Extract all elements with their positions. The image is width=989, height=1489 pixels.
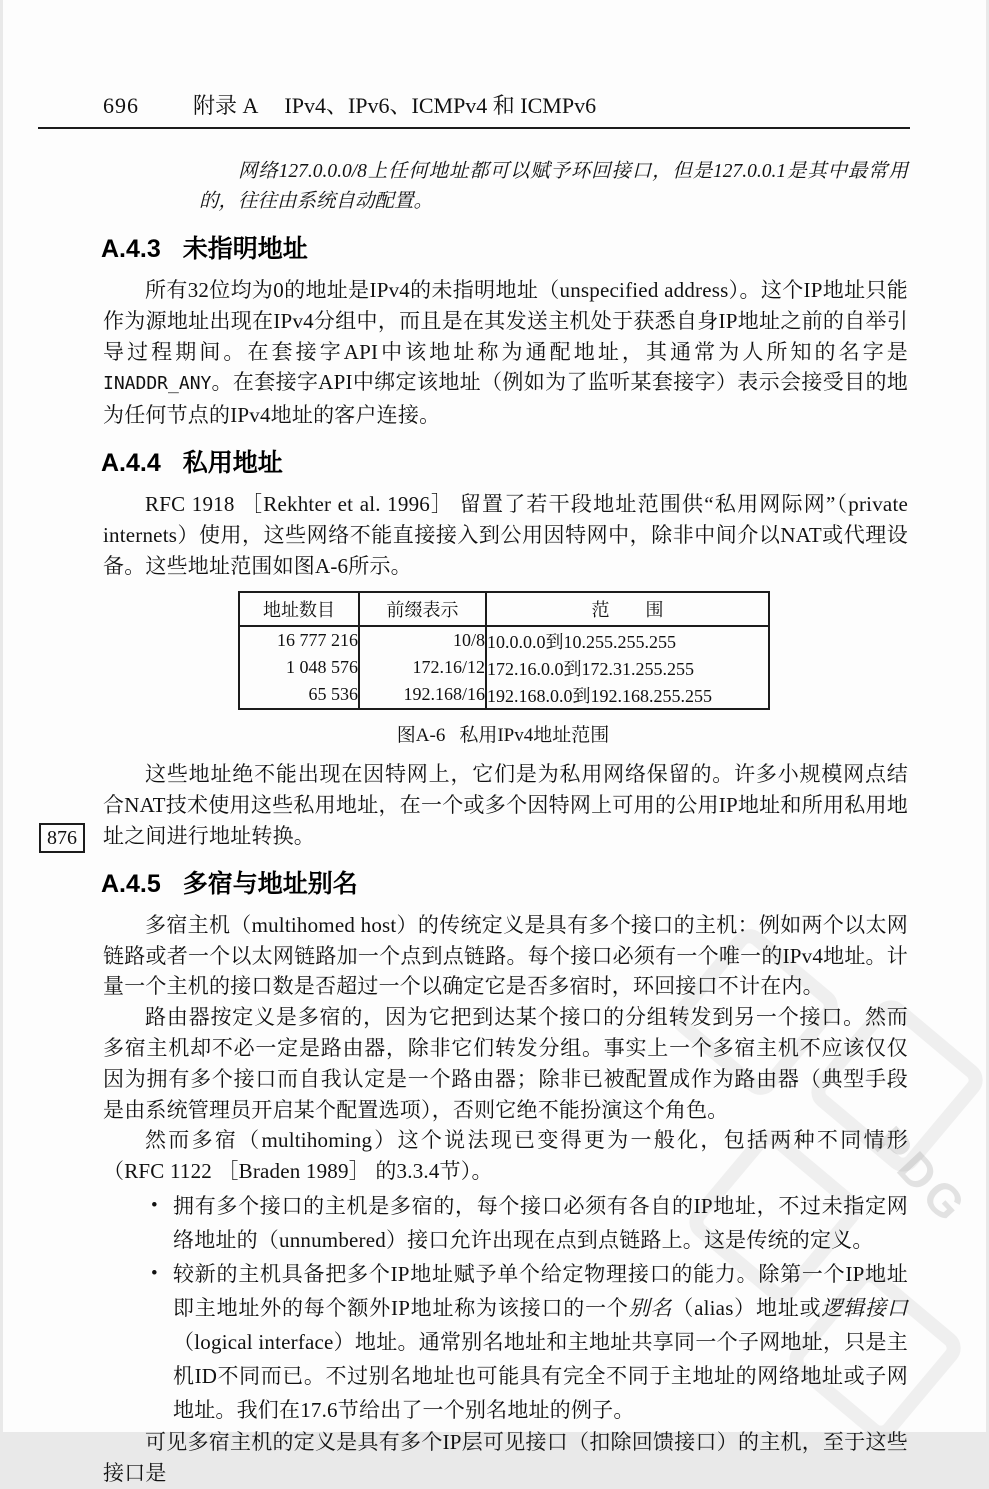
paragraph-private-usage: 这些地址绝不能出现在因特网上，它们是为私用网络保留的。许多小规模网点结合NAT技术使用这些私用地址，在一个或多个因特网上可用的公用IP地址和所用私用地址之间进行地址转换。: [103, 762, 908, 848]
cell-prefix: 172.16/12: [359, 654, 486, 681]
figure-caption-text: 私用IPv4地址范围: [459, 725, 610, 747]
cell-range: 192.168.0.0到192.168.255.255: [486, 681, 769, 709]
column-header-range: 范 围: [486, 592, 769, 626]
bullet-list: [103, 1189, 908, 1427]
inline-code: INADDR_ANY: [103, 373, 212, 395]
section-title: 多宿与地址别名: [182, 869, 358, 898]
bullet-text: 较新的主机具备把多个IP地址赋予单个给定物理接口的能力。除第一个IP地址即主地址外的每个额外IP地址称为该接口的一个: [173, 1261, 908, 1320]
paragraph-multihoming-general: 然而多宿（multihoming）这个说法现已变得更为一般化，包括两种不同情形（RFC 1122 ［Braden 1989］ 的3.3.4节）。: [103, 1128, 908, 1184]
cell-address-count: 16 777 216: [239, 626, 359, 654]
paragraph-conclusion: 可见多宿主机的定义是具有多个IP层可见接口（扣除回馈接口）的主机，至于这些接口是: [103, 1429, 908, 1485]
section-title: 未指明地址: [182, 235, 308, 263]
column-header-prefix: 前缀表示: [359, 592, 486, 626]
bullet-icon: •: [151, 1262, 158, 1284]
note-paragraph: 网络127.0.0.0/8上任何地址都可以赋予环回接口，但是127.0.0.1是其中最常用的，往往由系统自动配置。: [199, 161, 908, 212]
figure-a6: [238, 591, 768, 747]
page-number: 696: [103, 93, 139, 118]
table-row: [239, 681, 769, 709]
bullet-text: （logical interface）地址。通常别名地址和主地址共享同一个子网地址，只是主机ID不同而已。不过别名地址也可能具有完全不同于主地址的网络地址或子网地址。我们在17.6节给出了一个别名地址的例子。: [173, 1329, 908, 1422]
bullet-text: （alias）地址或: [672, 1295, 822, 1320]
page-content: [3, 0, 986, 1489]
list-item: [151, 1189, 908, 1257]
scanned-book-page: [3, 0, 986, 1485]
emphasis-alias: 别名: [628, 1295, 673, 1320]
appendix-title: IPv4、IPv6、ICMPv4 和 ICMPv6: [284, 93, 597, 118]
section-heading-a44: [101, 448, 908, 478]
appendix-label: 附录 A: [193, 93, 259, 118]
paragraph-text: 所有32位均为0的地址是IPv4的未指明地址（unspecified address）。这个IP地址只能作为源地址出现在IPv4分组中，而且是在其发送主机处于获悉自身IP地址之前的自举引导过程期间。在套接字API中该地址称为通配地址，其通常为人所知的名字是: [103, 278, 908, 364]
paragraph-unspecified-address: [103, 275, 908, 431]
cell-prefix: 192.168/16: [359, 681, 486, 709]
section-title: 私用地址: [182, 448, 283, 477]
table-row: [239, 654, 769, 681]
section-heading-a45: [101, 869, 908, 899]
list-item: [151, 1257, 908, 1427]
bullet-icon: •: [151, 1194, 158, 1216]
private-address-table: [238, 591, 770, 710]
section-heading-a43: [101, 234, 908, 264]
paragraph-wrapper: [47, 759, 908, 851]
section-number: A.4.4: [101, 448, 161, 477]
emphasis-logical-interface: 逻辑接口: [821, 1295, 908, 1320]
header-rule: [38, 127, 910, 129]
watermark-pdg-label: PDG: [863, 1116, 978, 1234]
paragraph-router-multihomed: 路由器按定义是多宿的，因为它把到达某个接口的分组转发到另一个接口。然而多宿主机却不必一定是路由器，除非它们转发分组。事实上一个多宿主机不应该仅仅因为拥有多个接口而自我认定是一个路由器；除非已被配置成作为路由器（典型手段是由系统管理员开启某个配置选项），否则它绝不能扮演这个角色。: [103, 1005, 908, 1122]
figure-caption-label: 图A-6: [396, 725, 446, 747]
cell-range: 10.0.0.0到10.255.255.255: [486, 626, 769, 654]
cell-address-count: 65 536: [239, 681, 359, 709]
table-row: [239, 626, 769, 654]
paragraph-text: 。在套接字API中绑定该地址（例如为了监听某套接字）表示会接受目的地为任何节点的IPv4地址的客户连接。: [103, 370, 908, 428]
section-number: A.4.3: [101, 235, 161, 263]
paragraph-rfc1918: RFC 1918 ［Rekhter et al. 1996］ 留置了若干段地址范围供“私用网际网”（private internets）使用，这些网络不能直接接入到公用因特网中，除非中间介以NAT或代理设备。这些地址范围如图A-6所示。: [103, 491, 908, 578]
section-number: A.4.5: [101, 869, 161, 898]
page-margin-number: 876: [39, 823, 85, 853]
column-header-address-count: 地址数目: [239, 592, 359, 626]
cell-prefix: 10/8: [359, 626, 486, 654]
paragraph-multihomed-definition: 多宿主机（multihomed host）的传统定义是具有多个接口的主机：例如两个以太网链路或者一个以太网链路加一个点到点链路。每个接口必须有一个唯一的IPv4地址。计量一个主机的接口数是否超过一个以确定它是否多宿时，环回接口不计在内。: [103, 912, 908, 999]
cell-range: 172.16.0.0到172.31.255.255: [486, 654, 769, 681]
running-head: [103, 94, 908, 118]
bullet-text: 拥有多个接口的主机是多宿的，每个接口必须有各自的IP地址，不过未指定网络地址的（unnumbered）接口允许出现在点到点链路上。这是传统的定义。: [173, 1193, 908, 1252]
cell-address-count: 1 048 576: [239, 654, 359, 681]
figure-caption: [238, 720, 768, 747]
table-header-row: [239, 592, 769, 626]
